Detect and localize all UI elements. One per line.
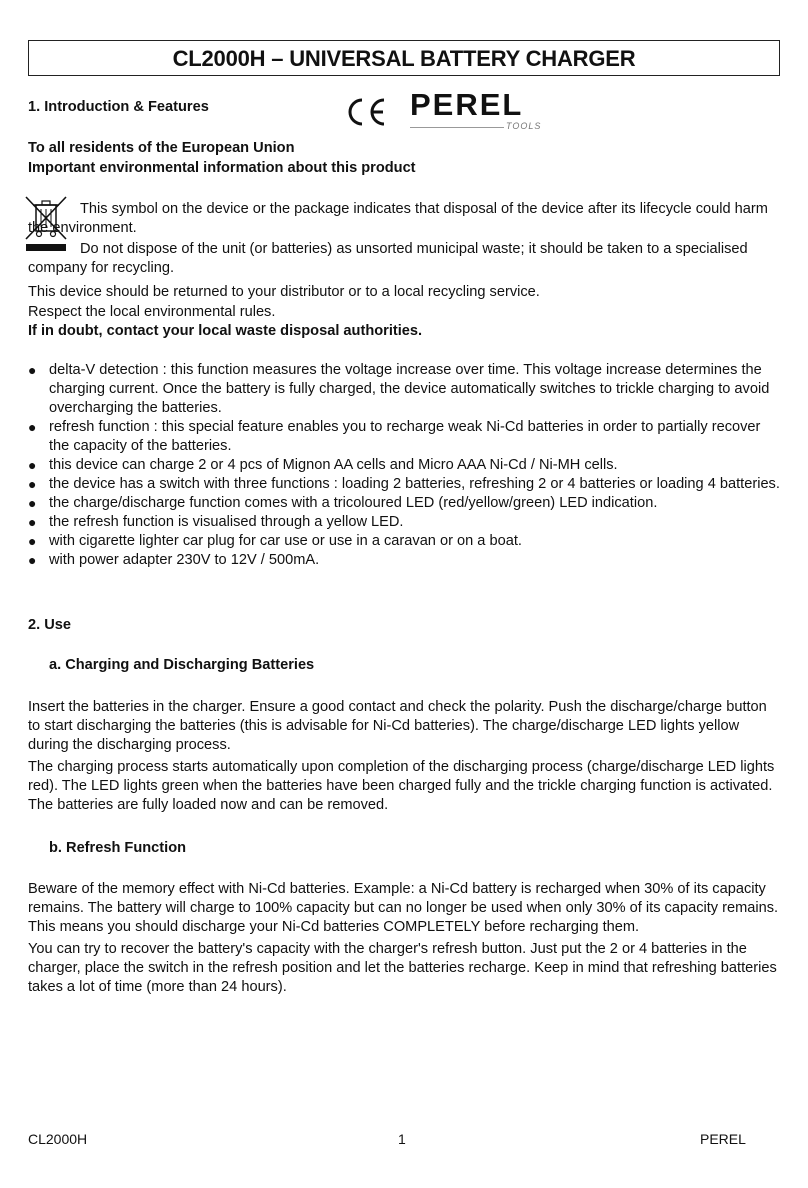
document-title: CL2000H – UNIVERSAL BATTERY CHARGER bbox=[28, 40, 780, 76]
list-item: ● refresh function : this special feature enables you to recharge weak Ni-Cd batteries in order to partially recover the capacity of the batteries. bbox=[28, 419, 761, 454]
doubt-line: If in doubt, contact your local waste disposal authorities. bbox=[28, 323, 423, 339]
eu-heading-line-2: Important environmental information about this product bbox=[28, 160, 416, 176]
list-item: ● with cigarette lighter car plug for car use or use in a caravan or on a boat. bbox=[28, 533, 522, 549]
refresh-paragraph-1: Beware of the memory effect with Ni-Cd batteries. Example: a Ni-Cd battery is recharged when 30% of its capacity remains. The battery will charge to 100% capacity but can no longer be used when only 30% of its capacity remains. This means you should discharge your Ni-Cd batteries COMPLETELY before recharging them. bbox=[28, 881, 779, 935]
charging-paragraph-1: Insert the batteries in the charger. Ensure a good contact and check the polarity. Push the discharge/charge button to start discharging the batteries (this is advisable for Ni-Cd batteries). The charge/discharge LED lights yellow during the discharging process. bbox=[28, 699, 767, 753]
section-heading-use: 2. Use bbox=[28, 617, 71, 633]
eu-heading-line-1: To all residents of the European Union bbox=[28, 140, 295, 156]
refresh-paragraph-2: You can try to recover the battery's capacity with the charger's refresh button. Just put the 2 or 4 batteries in the charger, place the switch in the refresh position and let the batteries recharge. Keep in mind that refreshing batteries takes a lot of time (more than 24 hours). bbox=[28, 941, 777, 995]
feature-list bbox=[28, 361, 782, 570]
list-item: ● this device can charge 2 or 4 pcs of Mignon AA cells and Micro AAA Ni-Cd / Ni-MH cells. bbox=[28, 457, 618, 473]
respect-line: Respect the local environmental rules. bbox=[28, 304, 276, 320]
logo-wordmark: PEREL bbox=[410, 87, 524, 122]
bullet-icon: ● bbox=[28, 552, 37, 568]
subsection-heading-refresh: b. Refresh Function bbox=[49, 840, 187, 856]
perel-logo bbox=[410, 88, 550, 138]
bullet-icon: ● bbox=[28, 514, 37, 530]
footer-page-number: 1 bbox=[398, 1131, 406, 1147]
list-item: ● the refresh function is visualised through a yellow LED. bbox=[28, 514, 404, 530]
return-line: This device should be returned to your distributor or to a local recycling service. bbox=[28, 284, 540, 300]
ce-mark-logo bbox=[342, 96, 390, 136]
logo-subtitle: TOOLS bbox=[506, 121, 542, 131]
bullet-icon: ● bbox=[28, 419, 37, 435]
logo-rule bbox=[410, 127, 504, 128]
list-item: ● delta-V detection : this function measures the voltage increase over time. This voltage increase determines the charging current. Once the battery is fully charged, the device automatically switches to trickle charging to avoid overcharging the batteries. bbox=[28, 362, 770, 416]
subsection-heading-charging: a. Charging and Discharging Batteries bbox=[49, 657, 315, 673]
footer-brand: PEREL bbox=[700, 1131, 746, 1147]
bullet-icon: ● bbox=[28, 476, 37, 492]
footer-model: CL2000H bbox=[28, 1131, 88, 1147]
charging-paragraph-2: The charging process starts automatically upon completion of the discharging process (charge/discharge LED lights red). The LED lights green when the batteries have been charged fully and the trickle charging function is activated. The batteries are fully loaded now and can be removed. bbox=[28, 759, 775, 813]
bullet-icon: ● bbox=[28, 495, 37, 511]
section-heading-introduction: 1. Introduction & Features bbox=[28, 99, 209, 115]
bullet-icon: ● bbox=[28, 457, 37, 473]
list-item: ● with power adapter 230V to 12V / 500mA. bbox=[28, 552, 320, 568]
weee-paragraph-2: Do not dispose of the unit (or batteries) as unsorted municipal waste; it should be taken to a specialised company for recycling. bbox=[28, 241, 748, 276]
ce-mark-icon bbox=[342, 96, 390, 128]
list-item: ● the device has a switch with three functions : loading 2 batteries, refreshing 2 or 4 batteries or loading 4 batteries. bbox=[28, 476, 780, 492]
weee-paragraph-1: This symbol on the device or the package indicates that disposal of the device after its lifecycle could harm the environment. bbox=[28, 201, 768, 236]
list-item: ● the charge/discharge function comes with a tricoloured LED (red/yellow/green) LED indication. bbox=[28, 495, 658, 511]
bullet-icon: ● bbox=[28, 362, 37, 378]
bullet-icon: ● bbox=[28, 533, 37, 549]
